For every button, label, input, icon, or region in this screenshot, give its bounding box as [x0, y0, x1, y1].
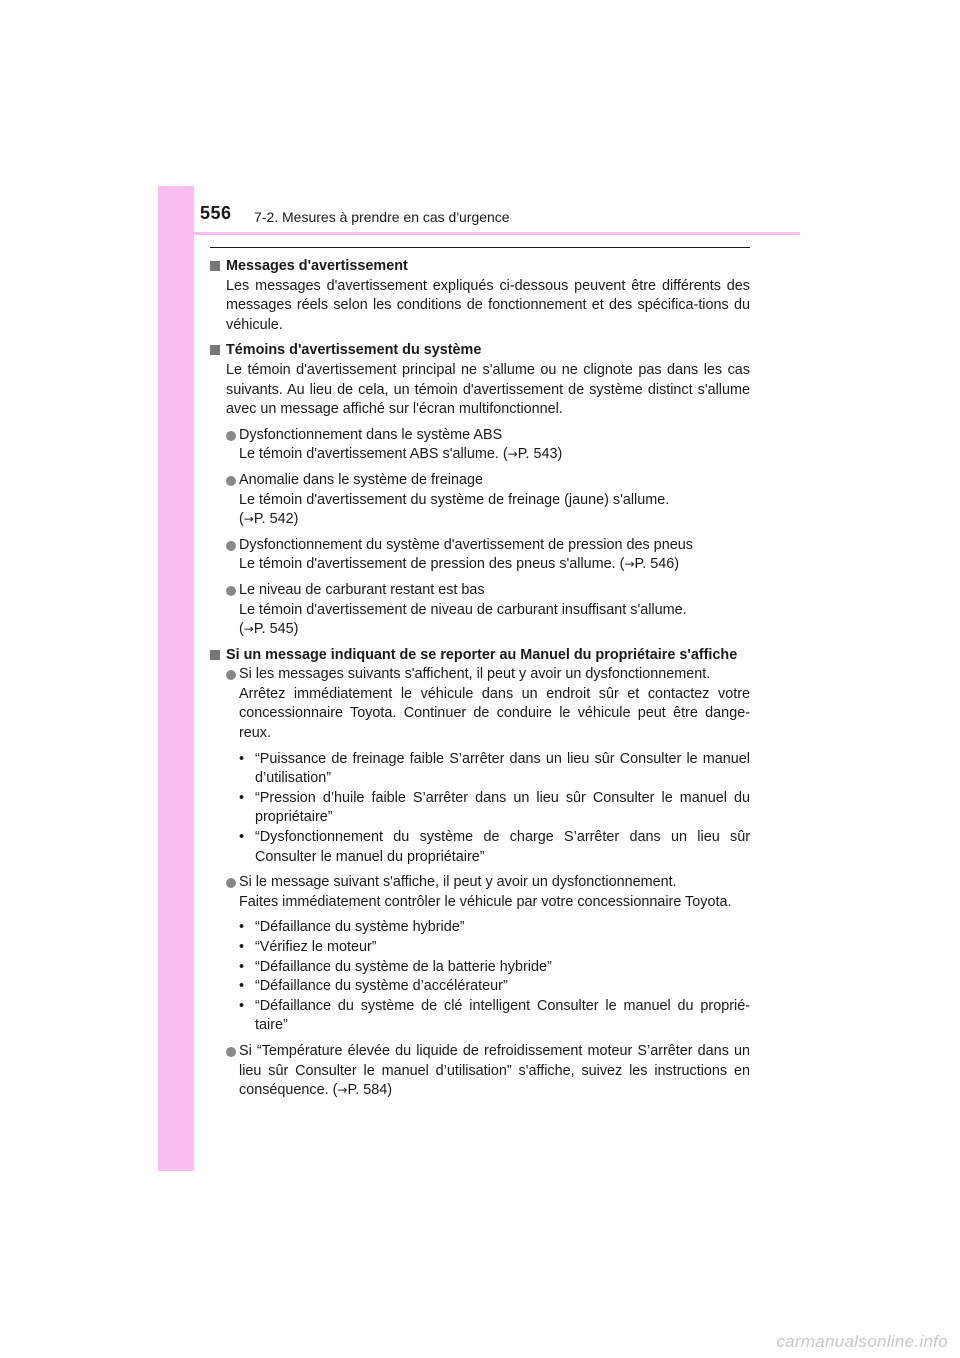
- list-item: [210, 1042, 750, 1101]
- bullet-detail: Le témoin d'avertissement ABS s'allume. (→P. 543): [239, 446, 563, 463]
- arrow-right-icon: →: [243, 622, 254, 637]
- bullet-detail: Faites immédiatement contrôler le véhicule par votre concessionnaire Toyota.: [239, 893, 732, 910]
- heading-text: Témoins d'avertissement du système: [226, 342, 482, 359]
- message-list: [210, 750, 750, 868]
- circle-bullet-icon: [226, 476, 236, 486]
- list-item: [210, 873, 750, 912]
- bullet-reference: (→P. 542): [239, 511, 299, 528]
- list-marker: •: [239, 829, 245, 846]
- header-divider: [194, 232, 800, 235]
- list-item: [210, 426, 750, 465]
- arrow-right-icon: →: [624, 557, 635, 572]
- bullet-detail: Le témoin d'avertissement du système de freinage (jaune) s'allume.: [239, 491, 670, 508]
- circle-bullet-icon: [226, 1047, 236, 1057]
- message-list: [210, 918, 750, 1036]
- message-item: • “Défaillance du système de clé intelligent Consulter le manuel du proprié-taire”: [239, 997, 750, 1034]
- list-marker: •: [239, 997, 245, 1014]
- page-reference: P. 542): [253, 511, 299, 528]
- circle-bullet-icon: [226, 541, 236, 551]
- bullet-title: Dysfonctionnement dans le système ABS: [239, 426, 503, 443]
- paragraph: Le témoin d'avertissement principal ne s'allume ou ne clignote pas dans les cas suivants. Au lieu de cela, un témoin d'avertissement de système distinct s'allume avec un message affiché sur l'écran multifonctionnel.: [226, 361, 750, 418]
- arrow-right-icon: →: [243, 512, 254, 527]
- message-item: • “Dysfonctionnement du système de charge S’arrêter dans un lieu sûr Consulter le manuel du propriétaire”: [239, 829, 750, 865]
- bullet-detail: Le témoin d'avertissement de niveau de carburant insuffisant s'allume.: [239, 601, 687, 618]
- circle-bullet-icon: [226, 670, 236, 680]
- section-warning-lights: [210, 341, 750, 639]
- bullet-title: Anomalie dans le système de freinage: [239, 471, 483, 488]
- page-number: 556: [200, 203, 232, 223]
- chapter-tab-band: [158, 186, 194, 1171]
- bullet-detail: Le témoin d'avertissement de pression des pneus s'allume. (→P. 546): [239, 556, 680, 573]
- page-reference: P. 545): [253, 621, 299, 638]
- section-heading: [210, 646, 750, 666]
- arrow-right-icon: →: [507, 447, 518, 462]
- section-owners-manual-messages: [210, 646, 750, 1101]
- section-heading: [210, 341, 750, 361]
- message-item: • “Pression d’huile faible S’arrêter dans un lieu sûr Consulter le manuel du propriétaire”: [239, 789, 750, 826]
- circle-bullet-icon: [226, 878, 236, 888]
- section-heading: [210, 257, 750, 277]
- page-reference: P. 543): [517, 446, 563, 463]
- list-marker: •: [239, 919, 245, 936]
- bullet-title: Dysfonctionnement du système d'avertissement de pression des pneus: [239, 536, 693, 553]
- message-item: • “Défaillance du système hybride”: [239, 918, 750, 938]
- section-messages: [210, 257, 750, 335]
- heading-text: Messages d'avertissement: [226, 258, 408, 274]
- bullet-title: Si les messages suivants s'affichent, il peut y avoir un dysfonctionnement.: [239, 666, 711, 683]
- message-item: • “Défaillance du système d’accélérateur”: [239, 977, 750, 997]
- circle-bullet-icon: [226, 586, 236, 596]
- message-item: • “Défaillance du système de la batterie hybride”: [239, 958, 750, 978]
- arrow-right-icon: →: [337, 1083, 348, 1098]
- content-divider: [210, 247, 750, 248]
- list-marker: •: [239, 789, 245, 806]
- watermark: carmanualsonline.info: [776, 1332, 948, 1351]
- circle-bullet-icon: [226, 431, 236, 441]
- list-marker: •: [239, 978, 245, 995]
- page-reference: P. 546): [634, 556, 680, 573]
- message-item: • “Puissance de freinage faible S’arrêter dans un lieu sûr Consulter le manuel d’utilisation”: [239, 750, 750, 787]
- paragraph: Les messages d'avertissement expliqués ci-dessous peuvent être différents des messages réels selon les conditions de fonctionnement et des spécifica-tions du véhicule.: [226, 277, 750, 333]
- message-item: • “Vérifiez le moteur”: [239, 938, 750, 958]
- bullet-title: Le niveau de carburant restant est bas: [239, 581, 485, 598]
- list-item: [210, 665, 750, 743]
- bullet-detail: Si “Température élevée du liquide de refroidissement moteur S’arrêter dans un lieu sûr Consulter le manuel d’utilisation” s'affiche, suivez les instructions en conséquence. (→P. 584): [239, 1042, 750, 1099]
- heading-text: Si un message indiquant de se reporter au Manuel du propriétaire s'affiche: [226, 646, 738, 663]
- list-item: [210, 536, 750, 575]
- square-bullet-icon: [210, 345, 220, 355]
- square-bullet-icon: [210, 261, 220, 271]
- page-content: [210, 257, 750, 1107]
- list-marker: •: [239, 750, 245, 767]
- list-item: [210, 471, 750, 530]
- square-bullet-icon: [210, 650, 220, 660]
- list-marker: •: [239, 958, 245, 975]
- bullet-reference: (→P. 545): [239, 621, 299, 638]
- bullet-title: Si le message suivant s'affiche, il peut y avoir un dysfonctionnement.: [239, 874, 677, 891]
- list-marker: •: [239, 939, 245, 955]
- page-reference: P. 584): [347, 1082, 393, 1099]
- section-title: 7-2. Mesures à prendre en cas d'urgence: [254, 209, 510, 225]
- bullet-detail: Arrêtez immédiatement le véhicule dans un endroit sûr et contactez votre concessionnaire Toyota. Continuer de conduire le véhicule peut être dange-reux.: [239, 685, 750, 742]
- list-item: [210, 581, 750, 640]
